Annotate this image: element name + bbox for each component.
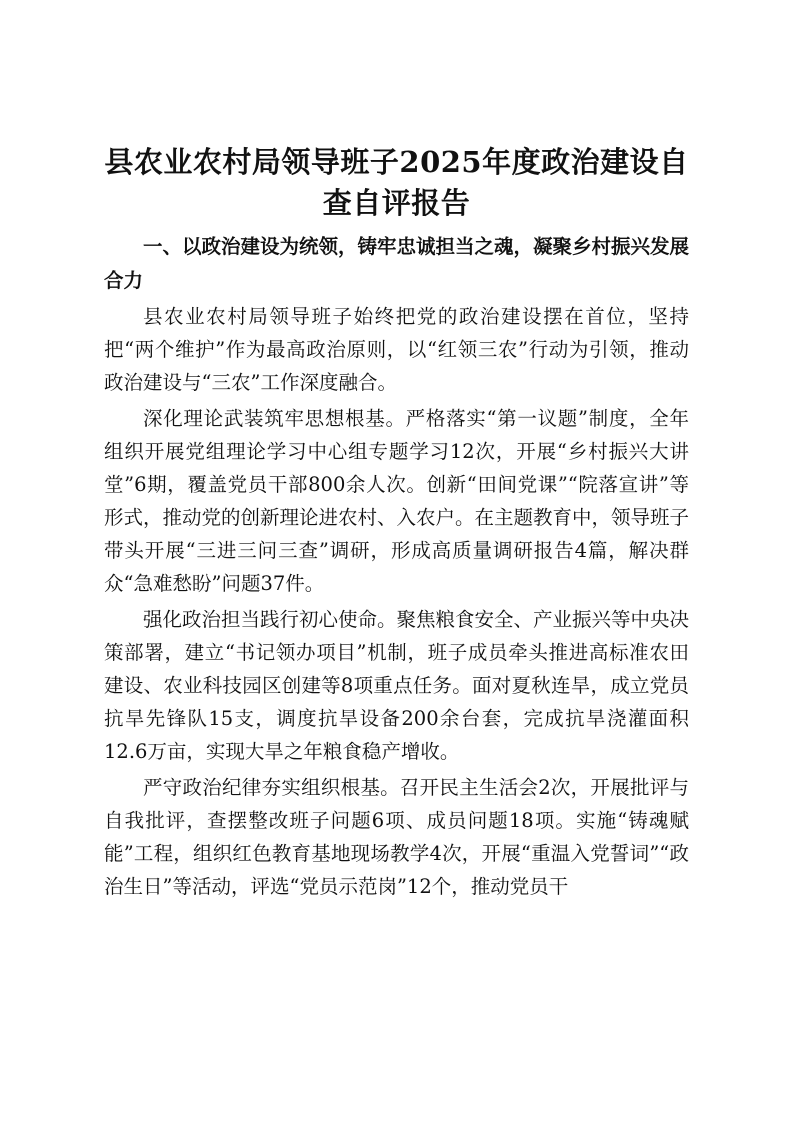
paragraph-theory: 深化理论武装筑牢思想根基。严格落实“第一议题”制度，全年组织开展党组理论学习中心组专题学习12次，开展“乡村振兴大讲堂”6期，覆盖党员干部800余人次。创新“田间党课”“院落宣讲”等形式，推动党的创新理论进农村、入农户。在主题教育中，领导班子带头开展“三进三问三查”调研，形成高质量调研报告4篇，解决群众“急难愁盼”问题37件。 (104, 407, 690, 595)
paragraph-discipline: 严守政治纪律夯实组织根基。召开民主生活会2次，开展批评与自我批评，查摆整改班子问题6项、成员问题18项。实施“铸魂赋能”工程，组织红色教育基地现场教学4次，开展“重温入党誓词”“政治生日”等活动，评选“党员示范岗”12个，推动党员干 (104, 776, 689, 898)
section-heading: 一、以政治建设为统领，铸牢忠诚担当之魂，凝聚乡村振兴发展合力 (104, 235, 690, 292)
paragraph-political-duty: 强化政治担当践行初心使命。聚焦粮食安全、产业振兴等中央决策部署，建立“书记领办项目”机制，班子成员牵头推进高标准农田建设、农业科技园区创建等8项重点任务。面对夏秋连旱，成立党员抗旱先锋队15支，调度抗旱设备200余台套，完成抗旱浇灌面积12.6万亩，实现大旱之年粮食稳产增收。 (104, 608, 690, 763)
document-title: 县农业农村局领导班子2025年度政治建设自查自评报告 (104, 145, 689, 220)
paragraph-intro: 县农业农村局领导班子始终把党的政治建设摆在首位，坚持把“两个维护”作为最高政治原则，以“红领三农”行动为引领，推动政治建设与“三农”工作深度融合。 (104, 305, 689, 394)
